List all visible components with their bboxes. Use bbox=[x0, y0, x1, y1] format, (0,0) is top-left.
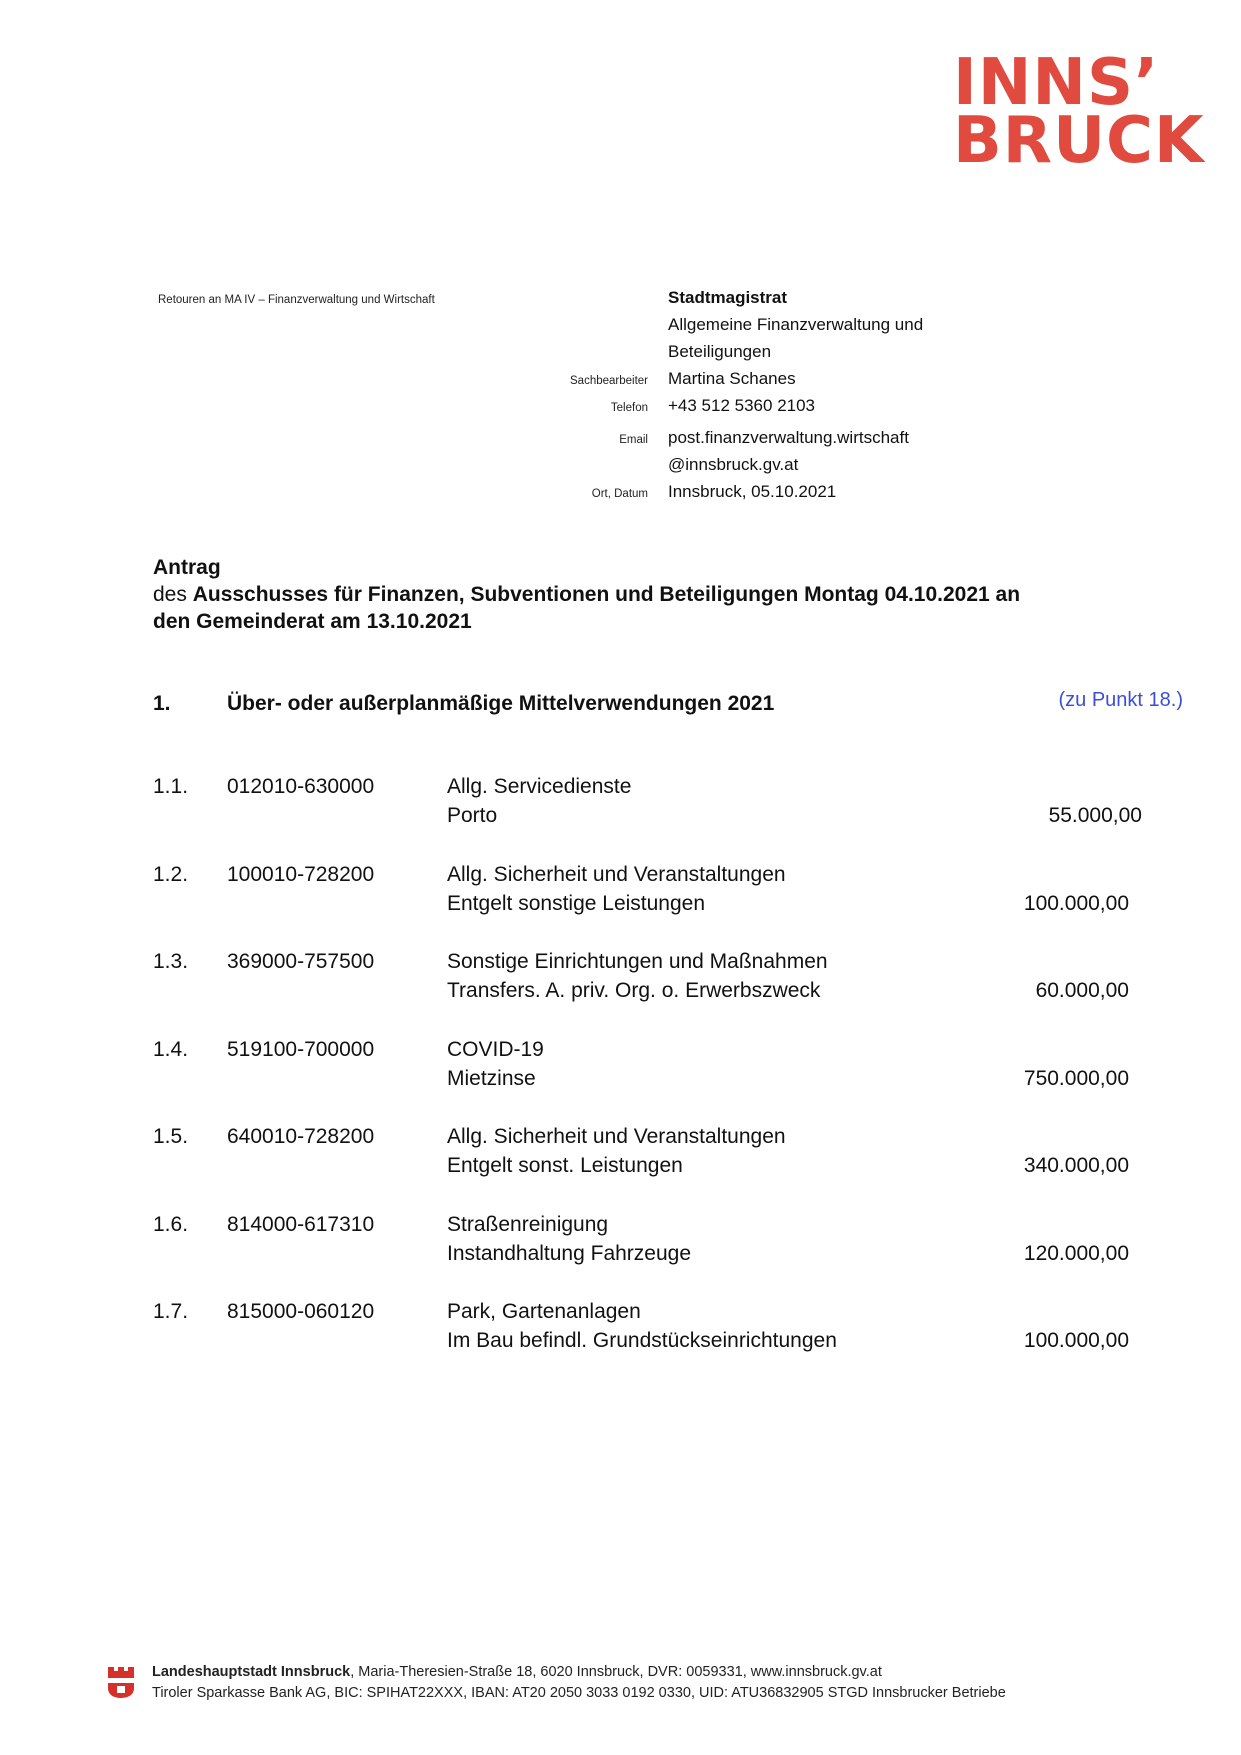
item-description bbox=[447, 1035, 544, 1093]
item-number: 1.1. bbox=[153, 775, 189, 798]
antrag-subtitle bbox=[153, 581, 1113, 608]
phone-row bbox=[560, 392, 1020, 419]
item-list bbox=[153, 772, 1153, 1385]
item-account: 640010-728200 bbox=[227, 1125, 375, 1148]
item-amount: 340.000,00 bbox=[1023, 1154, 1129, 1177]
logo-line-2: BRUCK bbox=[953, 104, 1205, 178]
place-date-label: Ort, Datum bbox=[591, 488, 648, 500]
email-row-2 bbox=[560, 451, 1020, 478]
department-row bbox=[560, 284, 1020, 311]
item-number: 1.2. bbox=[153, 862, 189, 886]
item-account: 012010-630000 bbox=[227, 775, 375, 798]
item-number: 1.3. bbox=[153, 950, 189, 973]
email-address-line-1[interactable]: post.finanzverwaltung.wirtschaft bbox=[668, 428, 909, 447]
item-account: 815000-060120 bbox=[227, 1300, 375, 1323]
place-date-row bbox=[560, 478, 1020, 505]
item-number: 1.6. bbox=[153, 1212, 189, 1236]
item-description-line-2: Transfers. A. priv. Org. o. Erwerbszweck bbox=[447, 979, 821, 1002]
return-address-note: Retouren an MA IV – Finanzverwaltung und Wirtschaft bbox=[158, 294, 435, 306]
list-item bbox=[153, 1122, 1153, 1210]
item-number: 1.7. bbox=[153, 1300, 189, 1323]
item-description-line-2: Im Bau befindl. Grundstückseinrichtungen bbox=[447, 1329, 837, 1352]
item-description bbox=[447, 1122, 786, 1180]
unit-row-2 bbox=[560, 338, 1020, 365]
item-description-line-2: Instandhaltung Fahrzeuge bbox=[447, 1241, 692, 1265]
item-amount: 120.000,00 bbox=[1023, 1241, 1129, 1265]
footer bbox=[106, 1662, 1106, 1704]
section-heading bbox=[153, 689, 1183, 716]
item-description-line-2: Entgelt sonstige Leistungen bbox=[447, 891, 706, 915]
item-amount: 750.000,00 bbox=[1023, 1066, 1129, 1090]
footer-text bbox=[152, 1662, 1006, 1704]
item-description-line-1: Allg. Servicedienste bbox=[447, 775, 632, 798]
email-address-line-2[interactable]: @innsbruck.gv.at bbox=[668, 455, 799, 474]
item-description-line-1: Sonstige Einrichtungen und Maßnahmen bbox=[447, 950, 828, 973]
item-description bbox=[447, 1297, 837, 1355]
unit-name-line-1: Allgemeine Finanzverwaltung und bbox=[668, 315, 924, 334]
item-number: 1.4. bbox=[153, 1037, 189, 1061]
item-account: 519100-700000 bbox=[227, 1037, 375, 1061]
sender-block bbox=[560, 284, 1020, 505]
footer-org-name: Landeshauptstadt Innsbruck bbox=[152, 1664, 351, 1680]
email-label: Email bbox=[619, 434, 648, 446]
list-item bbox=[153, 1297, 1153, 1385]
city-emblem-icon bbox=[106, 1664, 136, 1700]
list-item bbox=[153, 860, 1153, 948]
unit-row-1 bbox=[560, 311, 1020, 338]
item-amount: 100.000,00 bbox=[1023, 891, 1129, 915]
committee-line-1: Ausschusses für Finanzen, Subventionen und Beteiligungen Montag 04.10.2021 an bbox=[192, 583, 1021, 606]
footer-address: , Maria-Theresien-Straße 18, 6020 Innsbruck, DVR: 0059331, www.innsbruck.gv.at bbox=[350, 1664, 882, 1680]
footer-line-2: Tiroler Sparkasse Bank AG, BIC: SPIHAT22XXX, IBAN: AT20 2050 3033 0192 0330, UID: ATU36832905 STGD Innsbrucker Betriebe bbox=[152, 1685, 1006, 1701]
committee-line-2: den Gemeinderat am 13.10.2021 bbox=[153, 610, 472, 633]
item-amount: 100.000,00 bbox=[1023, 1329, 1129, 1352]
item-account: 100010-728200 bbox=[227, 862, 375, 886]
antrag-title: Antrag bbox=[153, 556, 221, 579]
department-name: Stadtmagistrat bbox=[668, 288, 788, 307]
list-item bbox=[153, 772, 1153, 860]
item-description-line-1: COVID-19 bbox=[447, 1037, 544, 1061]
section-number: 1. bbox=[153, 692, 171, 715]
section-title: Über- oder außerplanmäßige Mittelverwendungen 2021 bbox=[227, 692, 775, 715]
clerk-row bbox=[560, 365, 1020, 392]
innsbruck-logo bbox=[953, 46, 1205, 178]
item-description-line-2: Mietzinse bbox=[447, 1066, 536, 1090]
item-amount: 55.000,00 bbox=[1048, 804, 1142, 827]
list-item bbox=[153, 1035, 1153, 1123]
clerk-name: Martina Schanes bbox=[668, 369, 796, 388]
clerk-label: Sachbearbeiter bbox=[570, 375, 648, 387]
item-description bbox=[447, 772, 631, 830]
email-row bbox=[560, 424, 1020, 451]
item-description-line-1: Park, Gartenanlagen bbox=[447, 1300, 641, 1323]
item-description-line-1: Straßenreinigung bbox=[447, 1212, 609, 1236]
item-description bbox=[447, 947, 828, 1005]
item-description bbox=[447, 1210, 691, 1268]
item-number: 1.5. bbox=[153, 1125, 189, 1148]
item-description-line-1: Allg. Sicherheit und Veranstaltungen bbox=[447, 862, 786, 886]
item-description-line-2: Porto bbox=[447, 804, 498, 827]
unit-name-line-2: Beteiligungen bbox=[668, 342, 772, 361]
agenda-reference: (zu Punkt 18.) bbox=[1058, 689, 1183, 711]
phone-label: Telefon bbox=[610, 402, 648, 414]
item-description-line-2: Entgelt sonst. Leistungen bbox=[447, 1154, 683, 1177]
antrag-prefix: des bbox=[153, 583, 193, 606]
antrag-heading bbox=[153, 554, 1113, 635]
item-account: 814000-617310 bbox=[227, 1212, 375, 1236]
phone-number: +43 512 5360 2103 bbox=[668, 396, 816, 415]
footer-line-1 bbox=[152, 1662, 1006, 1683]
item-description-line-1: Allg. Sicherheit und Veranstaltungen bbox=[447, 1125, 786, 1148]
item-amount: 60.000,00 bbox=[1035, 979, 1129, 1002]
place-date-value: Innsbruck, 05.10.2021 bbox=[668, 482, 837, 501]
logo-line-1: INNS’ bbox=[953, 46, 1160, 120]
item-account: 369000-757500 bbox=[227, 950, 375, 973]
list-item bbox=[153, 947, 1153, 1035]
item-description bbox=[447, 860, 786, 918]
list-item bbox=[153, 1210, 1153, 1298]
